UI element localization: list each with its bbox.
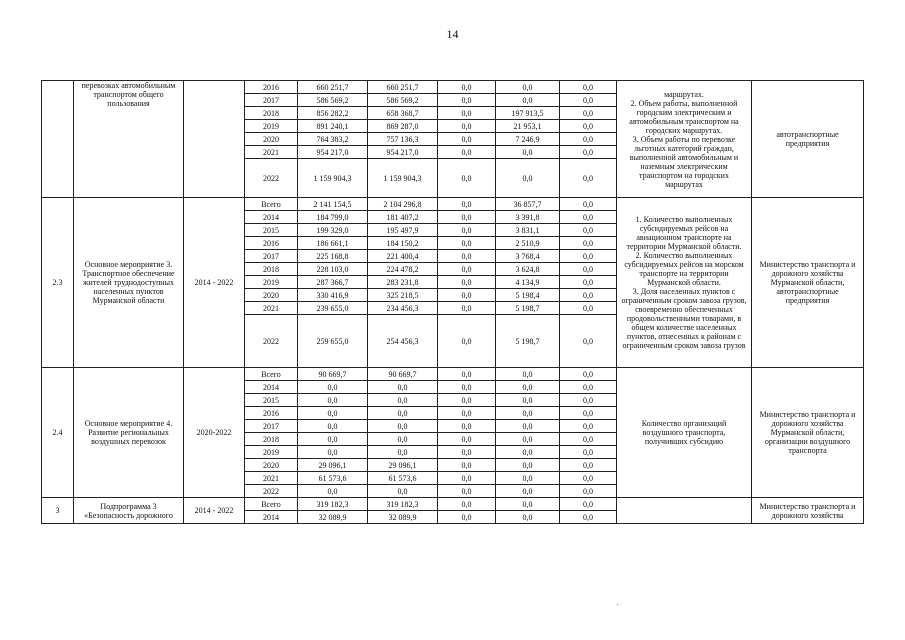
federal-budget-cell: 0,0: [438, 94, 496, 107]
total-cell: 0,0: [298, 433, 368, 446]
regional-budget-cell: 319 182,3: [368, 498, 438, 511]
federal-budget-cell: 0,0: [438, 81, 496, 94]
federal-budget-cell: 0,0: [438, 224, 496, 237]
total-cell: 225 168,8: [298, 250, 368, 263]
indicator-description-cell: 1. Количество выполненных субсидируемых рейсов на авиационном транспорте на территории Мурманской области. 2. Количество выполненных субсидируемых рейсов на морском транспорте на территории Мурманской области. 3. Доля населенных пунктов с ограниченным сроком завоза грузов, своевременно обеспеченных продовольственными товарами, в общем количестве населенных пунктов, отнесенных к районам с ограниченным сроком завоза грузов: [617, 198, 752, 368]
regional-budget-cell: 586 569,2: [368, 94, 438, 107]
federal-budget-cell: 0,0: [438, 368, 496, 381]
regional-budget-cell: 181 407,2: [368, 211, 438, 224]
regional-budget-cell: 254 456,3: [368, 315, 438, 368]
total-cell: 319 182,3: [298, 498, 368, 511]
other-source-cell: 0,0: [560, 250, 617, 263]
regional-budget-cell: 1 159 904,3: [368, 159, 438, 198]
table-row: [42, 198, 864, 211]
regional-budget-cell: 61 573,6: [368, 472, 438, 485]
year-cell: Всего: [245, 198, 298, 211]
year-cell: 2016: [245, 81, 298, 94]
year-cell: 2016: [245, 407, 298, 420]
local-budget-cell: 36 857,7: [496, 198, 560, 211]
year-cell: 2015: [245, 394, 298, 407]
federal-budget-cell: 0,0: [438, 107, 496, 120]
local-budget-cell: 5 198,7: [496, 302, 560, 315]
federal-budget-cell: 0,0: [438, 276, 496, 289]
local-budget-cell: 0,0: [496, 498, 560, 511]
other-source-cell: 0,0: [560, 511, 617, 524]
total-cell: 90 669,7: [298, 368, 368, 381]
year-cell: 2019: [245, 276, 298, 289]
regional-budget-cell: 0,0: [368, 446, 438, 459]
total-cell: 891 240,1: [298, 120, 368, 133]
local-budget-cell: 0,0: [496, 472, 560, 485]
total-cell: 330 416,9: [298, 289, 368, 302]
total-cell: 0,0: [298, 420, 368, 433]
other-source-cell: 0,0: [560, 120, 617, 133]
federal-budget-cell: 0,0: [438, 146, 496, 159]
other-source-cell: 0,0: [560, 485, 617, 498]
regional-budget-cell: 2 104 296,8: [368, 198, 438, 211]
local-budget-cell: 0,0: [496, 433, 560, 446]
local-budget-cell: 3 391,8: [496, 211, 560, 224]
year-cell: 2018: [245, 433, 298, 446]
federal-budget-cell: 0,0: [438, 433, 496, 446]
federal-budget-cell: 0,0: [438, 211, 496, 224]
total-cell: 0,0: [298, 394, 368, 407]
executor-cell: Министерство транспорта и дорожного хозяйства Мурманской области, автотранспортные предприятия: [752, 198, 864, 368]
other-source-cell: 0,0: [560, 433, 617, 446]
year-cell: 2014: [245, 211, 298, 224]
year-cell: Всего: [245, 498, 298, 511]
total-cell: 0,0: [298, 446, 368, 459]
year-cell: Всего: [245, 368, 298, 381]
local-budget-cell: 0,0: [496, 368, 560, 381]
year-cell: 2021: [245, 302, 298, 315]
year-cell: 2021: [245, 472, 298, 485]
year-cell: 2019: [245, 446, 298, 459]
other-source-cell: 0,0: [560, 420, 617, 433]
row-number-cell: 2.4: [42, 368, 74, 498]
regional-budget-cell: 0,0: [368, 381, 438, 394]
other-source-cell: 0,0: [560, 315, 617, 368]
executor-cell: Министерство транспорта и дорожного хозяйства: [752, 498, 864, 524]
federal-budget-cell: 0,0: [438, 446, 496, 459]
other-source-cell: 0,0: [560, 446, 617, 459]
period-cell: 2020-2022: [184, 368, 245, 498]
total-cell: 184 799,0: [298, 211, 368, 224]
regional-budget-cell: 184 150,2: [368, 237, 438, 250]
indicator-description-cell: [617, 498, 752, 524]
federal-budget-cell: 0,0: [438, 459, 496, 472]
year-cell: 2019: [245, 120, 298, 133]
federal-budget-cell: 0,0: [438, 381, 496, 394]
total-cell: 764 383,2: [298, 133, 368, 146]
total-cell: 1 159 904,3: [298, 159, 368, 198]
regional-budget-cell: 32 089,9: [368, 511, 438, 524]
total-cell: 287 366,7: [298, 276, 368, 289]
table-row: [42, 368, 864, 381]
regional-budget-cell: 0,0: [368, 394, 438, 407]
year-cell: 2014: [245, 381, 298, 394]
regional-budget-cell: 0,0: [368, 485, 438, 498]
period-cell: [184, 81, 245, 198]
local-budget-cell: 0,0: [496, 381, 560, 394]
activity-name-cell: Основное мероприятие 4. Развитие региональных воздушных перевозок: [74, 368, 184, 498]
table-row: [42, 81, 864, 94]
activity-name-cell: Основное мероприятие 3. Транспортное обеспечение жителей труднодоступных населенных пунктов Мурманской области: [74, 198, 184, 368]
year-cell: 2017: [245, 420, 298, 433]
other-source-cell: 0,0: [560, 302, 617, 315]
total-cell: 954 217,0: [298, 146, 368, 159]
regional-budget-cell: 195 497,9: [368, 224, 438, 237]
indicator-description-cell: маршрутах. 2. Объем работы, выполненной городским электрическим и автомобильным транспортом на городских маршрутах. 3. Объем работы по перевозке льготных категорий граждан, выполненной автомобильным и наземным электрическим транспортом на городских маршрутах: [617, 81, 752, 198]
local-budget-cell: 3 624,8: [496, 263, 560, 276]
other-source-cell: 0,0: [560, 289, 617, 302]
local-budget-cell: 3 768,4: [496, 250, 560, 263]
federal-budget-cell: 0,0: [438, 250, 496, 263]
executor-cell: Министерство транспорта и дорожного хозяйства Мурманской области, организации воздушного транспорта: [752, 368, 864, 498]
year-cell: 2020: [245, 459, 298, 472]
local-budget-cell: 0,0: [496, 459, 560, 472]
federal-budget-cell: 0,0: [438, 198, 496, 211]
federal-budget-cell: 0,0: [438, 237, 496, 250]
other-source-cell: 0,0: [560, 394, 617, 407]
federal-budget-cell: 0,0: [438, 420, 496, 433]
other-source-cell: 0,0: [560, 381, 617, 394]
other-source-cell: 0,0: [560, 211, 617, 224]
regional-budget-cell: 757 136,3: [368, 133, 438, 146]
other-source-cell: 0,0: [560, 133, 617, 146]
other-source-cell: 0,0: [560, 472, 617, 485]
year-cell: 2020: [245, 133, 298, 146]
page-number: 14: [446, 27, 459, 41]
total-cell: 259 655,0: [298, 315, 368, 368]
other-source-cell: 0,0: [560, 159, 617, 198]
total-cell: 29 096,1: [298, 459, 368, 472]
federal-budget-cell: 0,0: [438, 485, 496, 498]
federal-budget-cell: 0,0: [438, 159, 496, 198]
regional-budget-cell: 954 217,0: [368, 146, 438, 159]
local-budget-cell: 0,0: [496, 159, 560, 198]
local-budget-cell: 197 913,5: [496, 107, 560, 120]
other-source-cell: 0,0: [560, 276, 617, 289]
local-budget-cell: 0,0: [496, 511, 560, 524]
federal-budget-cell: 0,0: [438, 472, 496, 485]
regional-budget-cell: 90 669,7: [368, 368, 438, 381]
scan-mark: [617, 604, 618, 605]
total-cell: 61 573,6: [298, 472, 368, 485]
total-cell: 0,0: [298, 381, 368, 394]
year-cell: 2018: [245, 107, 298, 120]
regional-budget-cell: 869 287,0: [368, 120, 438, 133]
other-source-cell: 0,0: [560, 81, 617, 94]
federal-budget-cell: 0,0: [438, 120, 496, 133]
other-source-cell: 0,0: [560, 498, 617, 511]
total-cell: 660 251,7: [298, 81, 368, 94]
local-budget-cell: 21 953,1: [496, 120, 560, 133]
local-budget-cell: 0,0: [496, 94, 560, 107]
year-cell: 2016: [245, 237, 298, 250]
federal-budget-cell: 0,0: [438, 133, 496, 146]
row-number-cell: 2.3: [42, 198, 74, 368]
regional-budget-cell: 0,0: [368, 420, 438, 433]
total-cell: 856 282,2: [298, 107, 368, 120]
year-cell: 2021: [245, 146, 298, 159]
year-cell: 2022: [245, 315, 298, 368]
federal-budget-cell: 0,0: [438, 407, 496, 420]
total-cell: 239 655,0: [298, 302, 368, 315]
regional-budget-cell: 221 400,4: [368, 250, 438, 263]
local-budget-cell: 0,0: [496, 394, 560, 407]
federal-budget-cell: 0,0: [438, 511, 496, 524]
year-cell: 2015: [245, 224, 298, 237]
regional-budget-cell: 658 368,7: [368, 107, 438, 120]
year-cell: 2020: [245, 289, 298, 302]
federal-budget-cell: 0,0: [438, 289, 496, 302]
other-source-cell: 0,0: [560, 224, 617, 237]
other-source-cell: 0,0: [560, 146, 617, 159]
activity-name-cell: Подпрограмма 3 «Безопасность дорожного: [74, 498, 184, 524]
regional-budget-cell: 234 456,3: [368, 302, 438, 315]
other-source-cell: 0,0: [560, 198, 617, 211]
regional-budget-cell: 325 218,5: [368, 289, 438, 302]
federal-budget-cell: 0,0: [438, 394, 496, 407]
total-cell: 186 661,1: [298, 237, 368, 250]
local-budget-cell: 0,0: [496, 420, 560, 433]
activity-name-cell: перевозках автомобильным транспортом общего пользования: [74, 81, 184, 198]
federal-budget-cell: 0,0: [438, 263, 496, 276]
local-budget-cell: 5 198,4: [496, 289, 560, 302]
year-cell: 2018: [245, 263, 298, 276]
other-source-cell: 0,0: [560, 94, 617, 107]
federal-budget-cell: 0,0: [438, 498, 496, 511]
year-cell: 2017: [245, 94, 298, 107]
local-budget-cell: 3 831,1: [496, 224, 560, 237]
local-budget-cell: 7 246,9: [496, 133, 560, 146]
total-cell: 0,0: [298, 485, 368, 498]
period-cell: 2014 - 2022: [184, 498, 245, 524]
indicator-description-cell: Количество организаций воздушного транспорта, получивших субсидию: [617, 368, 752, 498]
local-budget-cell: 4 134,9: [496, 276, 560, 289]
period-cell: 2014 - 2022: [184, 198, 245, 368]
regional-budget-cell: 283 231,8: [368, 276, 438, 289]
regional-budget-cell: 29 096,1: [368, 459, 438, 472]
total-cell: 586 569,2: [298, 94, 368, 107]
table-row: [42, 498, 864, 511]
row-number-cell: [42, 81, 74, 198]
row-number-cell: 3: [42, 498, 74, 524]
executor-cell: автотранспортные предприятия: [752, 81, 864, 198]
regional-budget-cell: 0,0: [368, 407, 438, 420]
other-source-cell: 0,0: [560, 368, 617, 381]
other-source-cell: 0,0: [560, 107, 617, 120]
total-cell: 199 329,0: [298, 224, 368, 237]
program-table: [41, 80, 864, 524]
local-budget-cell: 0,0: [496, 485, 560, 498]
other-source-cell: 0,0: [560, 237, 617, 250]
local-budget-cell: 0,0: [496, 446, 560, 459]
year-cell: 2014: [245, 511, 298, 524]
local-budget-cell: 0,0: [496, 81, 560, 94]
total-cell: 32 089,9: [298, 511, 368, 524]
federal-budget-cell: 0,0: [438, 315, 496, 368]
federal-budget-cell: 0,0: [438, 302, 496, 315]
total-cell: 2 141 154,5: [298, 198, 368, 211]
year-cell: 2022: [245, 485, 298, 498]
local-budget-cell: 0,0: [496, 146, 560, 159]
total-cell: 228 103,0: [298, 263, 368, 276]
local-budget-cell: 0,0: [496, 407, 560, 420]
year-cell: 2017: [245, 250, 298, 263]
local-budget-cell: 2 510,9: [496, 237, 560, 250]
table-body: [42, 81, 864, 524]
other-source-cell: 0,0: [560, 263, 617, 276]
regional-budget-cell: 0,0: [368, 433, 438, 446]
regional-budget-cell: 224 478,2: [368, 263, 438, 276]
other-source-cell: 0,0: [560, 407, 617, 420]
local-budget-cell: 5 198,7: [496, 315, 560, 368]
total-cell: 0,0: [298, 407, 368, 420]
regional-budget-cell: 660 251,7: [368, 81, 438, 94]
other-source-cell: 0,0: [560, 459, 617, 472]
year-cell: 2022: [245, 159, 298, 198]
